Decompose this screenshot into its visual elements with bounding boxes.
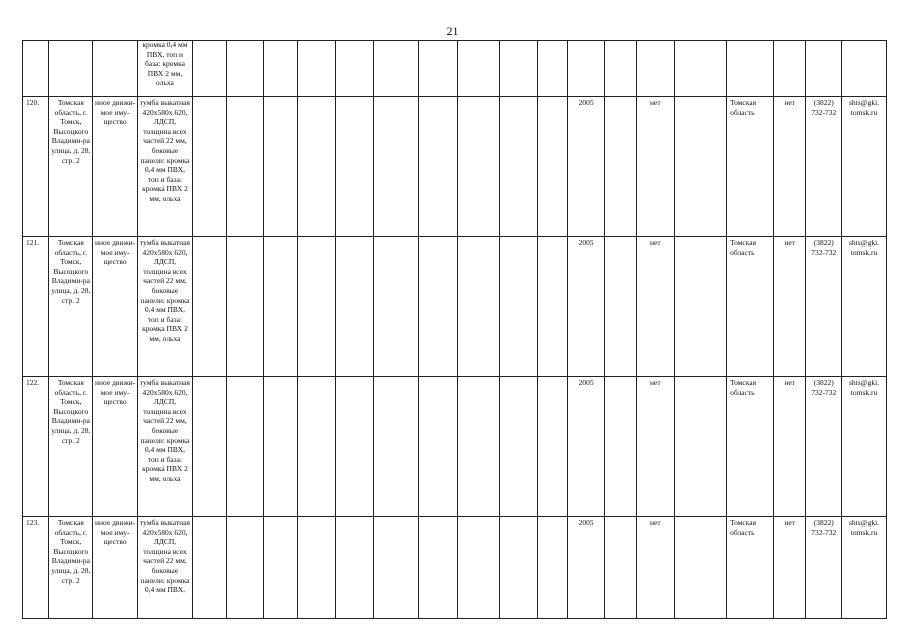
flag-cell: нет	[773, 517, 806, 619]
table-row	[23, 517, 887, 619]
email-cell: shts@gki. tomsk.ru	[842, 377, 887, 517]
row-number: 120.	[23, 97, 49, 237]
row-number: 122.	[23, 377, 49, 517]
email-cell: shts@gki. tomsk.ru	[842, 517, 887, 619]
flag-cell: нет	[636, 237, 675, 377]
type-cell: иное движи-мое иму-щество	[93, 97, 138, 237]
table-row	[23, 97, 887, 237]
region-cell: Томская область	[727, 377, 774, 517]
flag-cell: нет	[636, 97, 675, 237]
row-number: 123.	[23, 517, 49, 619]
description-cell: кромка 0,4 мм ПВХ, топ и база: кромка ПВХ 2 мм, ольха	[137, 41, 192, 97]
page-number: 21	[446, 24, 459, 38]
phone-cell: (3822) 732-732	[806, 97, 842, 237]
region-cell: Томская область	[727, 517, 774, 619]
region-cell: Томская область	[727, 97, 774, 237]
type-cell: иное движи-мое иму-щество	[93, 517, 138, 619]
address-cell: Томская область, г. Томск, Высоцкого Владими-ра улица, д. 28, стр. 2	[49, 237, 93, 377]
flag-cell: нет	[773, 237, 806, 377]
flag-cell: нет	[636, 377, 675, 517]
flag-cell: нет	[636, 517, 675, 619]
row-number: 121.	[23, 237, 49, 377]
flag-cell: нет	[773, 97, 806, 237]
address-cell: Томская область, г. Томск, Высоцкого Владими-ра улица, д. 28, стр. 2	[49, 377, 93, 517]
type-cell: иное движи-мое иму-щество	[93, 237, 138, 377]
year-cell: 2005	[568, 377, 605, 517]
region-cell: Томская область	[727, 237, 774, 377]
email-cell: shts@gki. tomsk.ru	[842, 97, 887, 237]
type-cell: иное движи-мое иму-щество	[93, 377, 138, 517]
property-table	[22, 40, 887, 619]
description-cell: тумба выкатная 420х580х 620, ЛДСП, толщина всех частей 22 мм, боковые панели: кромка 0,4 мм ПВХ, топ и база: кромка ПВХ 2 мм, ольха	[137, 377, 192, 517]
address-cell: Томская область, г. Томск, Высоцкого Владими-ра улица, д. 28, стр. 2	[49, 517, 93, 619]
flag-cell: нет	[773, 377, 806, 517]
year-cell: 2005	[568, 97, 605, 237]
email-cell: shts@gki. tomsk.ru	[842, 237, 887, 377]
year-cell: 2005	[568, 517, 605, 619]
table-row-continuation	[23, 41, 887, 97]
description-cell: тумба выкатная 420х580х 620, ЛДСП, толщина всех частей 22 мм, боковые панели: кромка 0,4 мм ПВХ, топ и база: кромка ПВХ 2 мм, ольха	[137, 97, 192, 237]
table-row	[23, 237, 887, 377]
description-cell: тумба выкатная 420х580х 620, ЛДСП, толщина всех частей 22 мм, боковые панели: кромка 0,4 мм ПВХ,	[137, 517, 192, 619]
table-row	[23, 377, 887, 517]
address-cell: Томская область, г. Томск, Высоцкого Владими-ра улица, д. 28, стр. 2	[49, 97, 93, 237]
phone-cell: (3822) 732-732	[806, 377, 842, 517]
description-cell: тумба выкатная 420х580х 620, ЛДСП, толщина всех частей 22 мм, боковые панели: кромка 0,4 мм ПВХ, топ и база: кромка ПВХ 2 мм, ольха	[137, 237, 192, 377]
phone-cell: (3822) 732-732	[806, 237, 842, 377]
year-cell: 2005	[568, 237, 605, 377]
phone-cell: (3822) 732-732	[806, 517, 842, 619]
